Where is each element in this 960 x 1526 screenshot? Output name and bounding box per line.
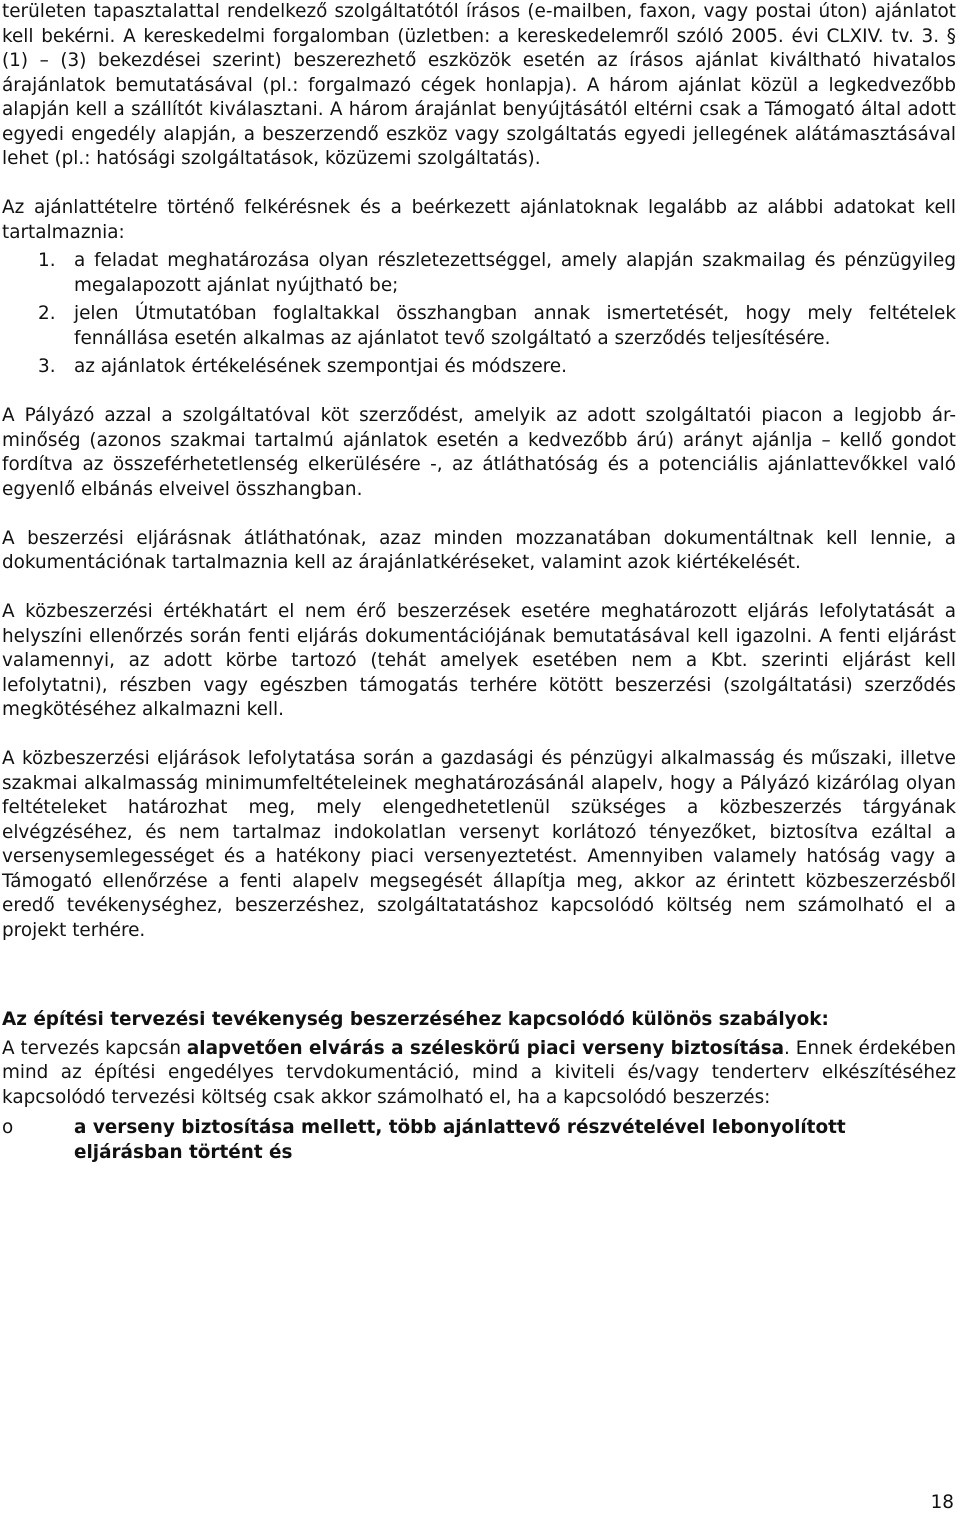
paragraph-offer-request-content: Az ajánlattételre történő felkérésnek és a beérkezett ajánlatoknak legalább az alábbi adatokat kell tartalmaznia: (2, 197, 956, 243)
list-item-text: az ajánlatok értékelésének szempontjai és módszere. (74, 356, 567, 377)
paragraph-public-procurement: A közbeszerzési eljárások lefolytatása során a gazdasági és pénzügyi alkalmasság és műszaki, illetve szakmai alkalmasság minimumfeltételeinek meghatározásánál alapelv, hogy a Pályázó kizárólag olyan feltételeket határozhat meg, mely elengedhetetlenül szükséges a közbeszerzés tárgyának elvégzéséhez, és nem tartalmaz indokolatlan versenyt korlátozó tényezőket, biztosítva ezáltal a versenysemlegességet és a hatékony piaci versenyeztetést. Amennyiben valamely hatóság vagy a Támogató ellenőrzése a fenti alapelv megsegését állapítja meg, akkor az érintett közbeszerzésből eredő tevékenységhez, beszerzéshez, szolgáltatatáshoz kapcsolódó költség nem számolható el a projekt terhére. (2, 748, 956, 941)
list-item (2, 302, 956, 351)
list-item (2, 355, 956, 380)
intro-text-start: A tervezés kapcsán (2, 1037, 187, 1059)
document-page (2, 0, 956, 1165)
list-item-text: a verseny biztosítása mellett, több ajánlattevő részvételével lebonyolított eljárásban történt és (74, 1117, 846, 1163)
paragraph-contract-selection: A Pályázó azzal a szolgáltatóval köt szerződést, amelyik az adott szolgáltatói piacon a legjobb ár-minőség (azonos szakmai tartalmú ajánlatok esetén a kedvezőbb árú) arányt ajánlja – kellő gondot fordítva az összeférhetetlenség elkerülésére -, az átláthatóság és a potenciális ajánlattevőkkel való egyenlő elbánás elveivel összhangban. (2, 405, 956, 500)
paragraph-threshold-procedure: A közbeszerzési értékhatárt el nem érő beszerzések esetére meghatározott eljárás lefolytatását a helyszíni ellenőrzés során fenti eljárás dokumentációjának bemutatásával kell igazolni. A fenti eljárást valamennyi, az adott körbe tartozó (tehát amelyek esetében nem a Kbt. szerinti eljárást kell lefolytatni), részben vagy egészben támogatás terhére kötött beszerzési (szolgáltatási) szerződés megkötéséhez alkalmazni kell. (2, 601, 956, 720)
list-item (2, 1116, 956, 1165)
intro-text-end: . Ennek érdekében mind az építési engedélyes tervdokumentáció, mind a kiviteli és/vagy tenderterv elkészítéséhez kapcsolódó tervezési költség csak akkor számolható el, ha a kapcsolódó beszerzés: (2, 1037, 956, 1108)
paragraph-offers-requirement: területen tapasztalattal rendelkező szolgáltatótól írásos (e-mailben, faxon, vagy postai úton) ajánlatot kell bekérni. A kereskedelmi forgalomban (üzletben: a kereskedelemről szóló 2005. évi CLXIV. tv. 3. § (1) – (3) bekezdései szerint) beszerezhető eszközök esetén az írásos ajánlat kiváltható hivatalos árajánlatok bemutatásával (pl.: forgalmazó cégek honlapja). A három ajánlat közül a legkedvezőbb alapján kell a szállítót kiválasztani. A három árajánlat benyújtásától eltérni csak a Támogató által adott egyedi engedély alapján, a beszerzendő eszköz vagy szolgáltatás egyedi jellegének alátámasztásával lehet (pl.: hatósági szolgáltatások, közüzemi szolgáltatás). (2, 1, 956, 169)
page-number: 18 (930, 1492, 954, 1513)
list-item-number: 1. (38, 250, 56, 271)
paragraph-design-rules (2, 1037, 956, 1111)
list-item-text: jelen Útmutatóban foglaltakkal összhangban annak ismertetését, hogy mely feltételek fennállása esetén alkalmas az ajánlatot tevő szolgáltató a szerződés teljesítésére. (74, 303, 956, 349)
list-item-text: a feladat meghatározása olyan részletezettséggel, amely alapján szakmailag és pénzügyileg megalapozott ajánlat nyújtható be; (74, 250, 956, 296)
intro-text-emphasis: alapvetően elvárás a széleskörű piaci verseny biztosítása (186, 1037, 785, 1059)
section-heading: Az építési tervezési tevékenység beszerzéséhez kapcsolódó különös szabályok: (2, 1009, 829, 1030)
list-item-number: 3. (38, 356, 56, 377)
circle-bullet-icon: o (2, 1117, 14, 1138)
paragraph-transparency: A beszerzési eljárásnak átláthatónak, azaz minden mozzanatában dokumentáltnak kell lennie, a dokumentációnak tartalmaznia kell az árajánlatkéréseket, valamint azok kiértékelését. (2, 527, 956, 573)
condition-list (2, 1116, 956, 1165)
requirements-list (2, 249, 956, 380)
list-item (2, 249, 956, 298)
list-item-number: 2. (38, 303, 56, 324)
